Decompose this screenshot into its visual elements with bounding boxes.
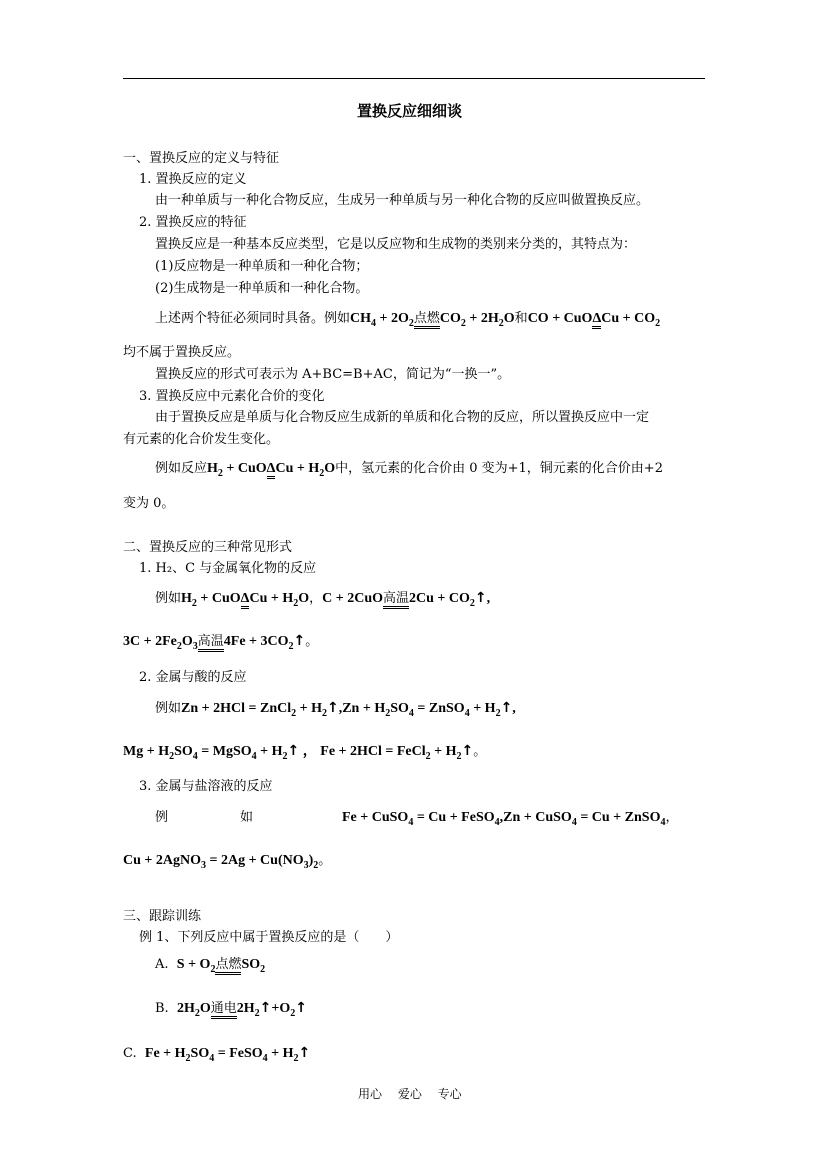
text: 例如 [155,701,182,716]
paragraph: (2)生成物是一种单质和一种化合物。 [155,281,369,296]
paragraph-with-equation [155,457,663,479]
equation: $H_2 + CuO\Delta Cu + H_2O$ [207,461,336,479]
item-1-1: 1. 置换反应的定义 [139,172,247,187]
paragraph-with-equations [155,307,660,329]
equation: $S + O_2$点燃$SO_2$ [176,957,266,975]
paragraph: 由一种单质与一种化合物反应，生成另一种单质与另一种化合物的反应叫做置换反应。 [155,193,650,208]
equation-line [155,697,516,719]
header-rule [123,78,705,79]
text: 如 [240,810,254,825]
page-footer: 用心 爱心 专心 [358,1087,462,1101]
item-2-1: 1. H₂、C 与金属氧化物的反应 [139,561,317,576]
equation-line [155,587,490,609]
paragraph: 均不属于置换反应。 [123,345,241,360]
condition: 通电 [211,1002,237,1019]
condition: 高温 [198,635,224,652]
paragraph: 由于置换反应是单质与化合物反应生成新的单质和化合物的反应，所以置换反应中一定 [155,410,650,425]
option-a [155,957,265,975]
equation: Cu + 2AgNO$_3$ = $2Ag + Cu(NO_3)_2$ [123,853,319,871]
item-1-3: 3. 置换反应中元素化合价的变化 [139,389,325,404]
option-label: A. [155,957,169,972]
equation-line: $3C + 2Fe_2O_3$高温$4Fe + 3CO_2↑$。 [123,633,319,652]
equation: $Fe + H_2SO_4$ = FeSO$_4$ + $H_2↑$ [144,1045,311,1064]
text: 例如反应 [155,461,208,476]
equation: Fe + CuSO$_4$ = Cu + FeSO$_4$,Zn + CuSO$_4$ = Cu + ZnSO$_4$ [342,810,666,828]
equation: $CH_4 + 2O_2$点燃$CO_2 + 2H_2O$ [350,311,515,329]
equation: Zn + 2HCl = ZnCl$_2$ + $H_2↑,Zn + H_2SO_4$ = ZnSO$_4$ + $H_2↑$, [181,700,516,719]
text: 上述两个特征必须同时具备。例如 [155,311,351,326]
text: 例如 [155,591,182,606]
text: 和 [514,311,528,326]
condition: 点燃 [414,312,440,329]
paragraph: 置换反应的形式可表示为 A+BC=B+AC，简记为“一换一”。 [155,367,511,382]
item-2-3: 3. 金属与盐溶液的反应 [139,779,273,794]
page-title: 置换反应细细谈 [357,102,463,120]
question-1: 例 1、下列反应中属于置换反应的是（ ） [139,930,399,945]
option-label: C. [123,1046,137,1061]
paragraph: 置换反应是一种基本反应类型，它是以反应物和生成物的类别来分类的，其特点为： [155,237,637,252]
equation-line: Fe + CuSO$_4$ = Cu + FeSO$_4$,Zn + CuSO$_4$ = Cu + ZnSO$_4$， [342,810,679,828]
section-2-heading: 二、置换反应的三种常见形式 [123,540,293,555]
paragraph: (1)反应物是一种单质和一种化合物； [155,259,369,274]
condition: Δ [267,462,276,479]
text: 中，氢元素的化合价由 0 变为+1，铜元素的化合价由+2 [335,461,663,476]
equation-line: Cu + 2AgNO$_3$ = $2Ag + Cu(NO_3)_2$。 [123,853,332,871]
text: ， [309,591,323,606]
condition: 点燃 [215,958,241,975]
equation: $H_2 + CuO\Delta Cu + H_2O$ [181,591,310,609]
option-c [123,1045,310,1064]
equation: $3C + 2Fe_2O_3$高温$4Fe + 3CO_2↑$ [123,633,306,652]
item-2-2: 2. 金属与酸的反应 [139,670,247,685]
section-3-heading: 三、跟踪训练 [123,909,202,924]
equation: C + 2CuO高温$2Cu + CO_2↑$, [322,590,491,609]
equation-line: $Mg + H_2SO_4$ = MgSO$_4$ + $H_2↑$ ， Fe + 2HCl = FeCl$_2$ + $H_2↑$。 [123,743,487,762]
equation: $Mg + H_2SO_4$ = MgSO$_4$ + $H_2↑$ ， Fe + 2HCl = FeCl$_2$ + $H_2↑$ [123,743,474,762]
equation: CO + $CuO\Delta Cu + CO_2$ [527,311,661,329]
condition: 高温 [383,592,409,609]
condition: Δ [241,592,250,609]
equation: $2H_2O$通电$2H_2↑+O_2↑$ [176,1000,307,1019]
paragraph: 变为 0。 [123,496,175,511]
section-1-heading: 一、置换反应的定义与特征 [123,151,280,166]
paragraph: 有元素的化合价发生变化。 [123,432,280,447]
condition: Δ [592,312,601,329]
item-1-2: 2. 置换反应的特征 [139,215,247,230]
text: 例 [155,810,169,825]
option-b [155,1000,307,1019]
option-label: B. [155,1001,169,1016]
